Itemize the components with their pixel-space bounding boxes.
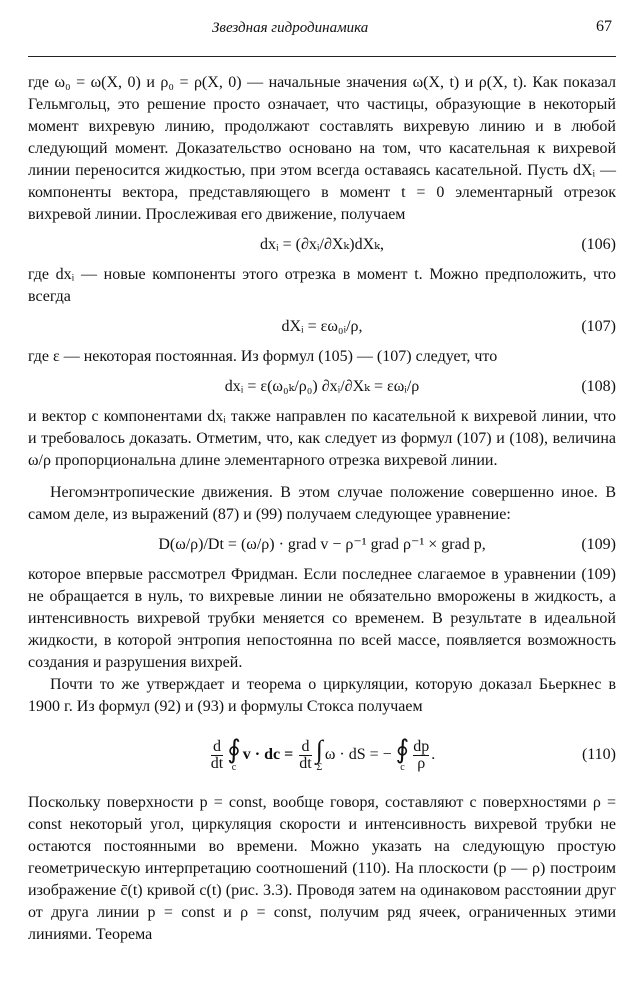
paragraph-5: Негомэнтропические движения. В этом случае положение совершенно иное. В самом деле, из выражений (87) и (99) получаем следующее уравнение: bbox=[28, 484, 616, 523]
eq110-d-2: d bbox=[301, 737, 310, 755]
eq110-dt-2: dt bbox=[299, 754, 312, 772]
eq110-dp: dp bbox=[413, 737, 430, 755]
paragraph-3: где ε — некоторая постоянная. Из формул (105) — (107) следует, что bbox=[28, 348, 498, 365]
eq110-v-dc: v · dc = bbox=[242, 746, 294, 763]
equation-108-number: (108) bbox=[581, 378, 616, 395]
equation-110-number: (110) bbox=[581, 746, 616, 763]
eq110-contour-c-2: c bbox=[400, 762, 405, 773]
eq110-rho: ρ bbox=[413, 755, 429, 772]
page-number: 67 bbox=[596, 18, 612, 35]
header-rule bbox=[28, 56, 616, 57]
equation-106-number: (106) bbox=[581, 236, 616, 253]
paragraph-7: Почти то же утверждает и теорема о циркуляции, которую доказал Бьеркнес в 1900 г. Из формул (92) и (93) и формулы Стокса получаем bbox=[28, 676, 616, 715]
paragraph-1: где ω₀ = ω(X, 0) и ρ₀ = ρ(X, 0) — начальные значения ω(X, t) и ρ(X, t). Как показал Гельмгольц, это решение просто означает, что частицы, образующие в некоторый момент вихревую линию, продолжают составлять вихревую линию и в любой следующий момент. Доказательство основано на том, что касательная к вихревой линии переносится жидкостью, при этом всегда оставаясь касательной. Пусть dXᵢ — компоненты вектора, представляющего в момент t = 0 элементарный отрезок вихревой линии. Прослеживая его движение, получаем bbox=[28, 74, 616, 223]
page-body bbox=[28, 72, 616, 946]
equation-106-formula: dxᵢ = (∂xᵢ/∂Xₖ)dXₖ, bbox=[260, 236, 384, 253]
equation-110: $\frac{d}{dt}$ ∮ c v · dc = $\frac{d}{dt}$ ∫ Σ ω · dS = − ∮ c $\frac{dp}{\rho}$ . (110) bbox=[210, 735, 616, 773]
equation-108-formula: dxᵢ = ε(ω₀ₖ/ρ₀) ∂xᵢ/∂Xₖ = εωᵢ/ρ bbox=[224, 378, 420, 395]
equation-107 bbox=[28, 316, 616, 338]
eq110-d-1: d bbox=[213, 737, 222, 755]
paragraph-4: и вектор с компонентами dxᵢ также направлен по касательной к вихревой линии, что и требовалось доказать. Отметим, что, как следует из формул (107) и (108), величина ω/ρ пропорциональна длине элементарного отрезка вихревой линии. bbox=[28, 408, 616, 469]
equation-107-number: (107) bbox=[581, 318, 616, 335]
equation-109 bbox=[28, 534, 616, 556]
eq110-w-dS: ω · dS = − bbox=[324, 746, 392, 763]
equation-109-number: (109) bbox=[581, 536, 616, 553]
equation-106 bbox=[28, 234, 616, 256]
eq110-contour-c-1: c bbox=[231, 762, 237, 773]
equation-108 bbox=[28, 376, 616, 398]
paragraph-8: Поскольку поверхности p = const, вообще говоря, составляют с поверхностями ρ = const некоторый угол, циркуляция скорости и интенсивность вихревой трубки не остаются постоянными во времени. Можно указать на следующую простую геометрическую интерпретацию соотношений (110). На плоскости (p — ρ) построим изображение c̄(t) кривой c(t) (рис. 3.3). Проводя затем на одинаковом расстоянии друг от друга линии p = const и ρ = const, получим ряд ячеек, ограниченных этими линиями. Теорема bbox=[28, 794, 616, 943]
paragraph-6: которое впервые рассмотрел Фридман. Если последнее слагаемое в уравнении (109) не обращается в нуль, то вихревые линии не обязательно вморожены в жидкость, а интенсивность вихревой трубки меняется со временем. В результате в идеальной жидкости, в которой энтропия непостоянна по всей массе, появляется возможность создания и разрушения вихрей. bbox=[28, 566, 616, 671]
paragraph-2: где dxᵢ — новые компоненты этого отрезка в момент t. Можно предположить, что всегда bbox=[28, 266, 616, 305]
page-header bbox=[0, 16, 643, 42]
eq110-surface-sigma: Σ bbox=[316, 762, 323, 773]
equation-107-formula: dXᵢ = εω₀ᵢ/ρ, bbox=[281, 318, 363, 335]
eq110-dt-1: dt bbox=[210, 754, 224, 772]
equation-109-formula: D(ω/ρ)/Dt = (ω/ρ) · grad v − ρ⁻¹ grad ρ⁻¹ × grad p, bbox=[158, 536, 486, 553]
running-title: Звездная гидродинамика bbox=[212, 20, 369, 36]
